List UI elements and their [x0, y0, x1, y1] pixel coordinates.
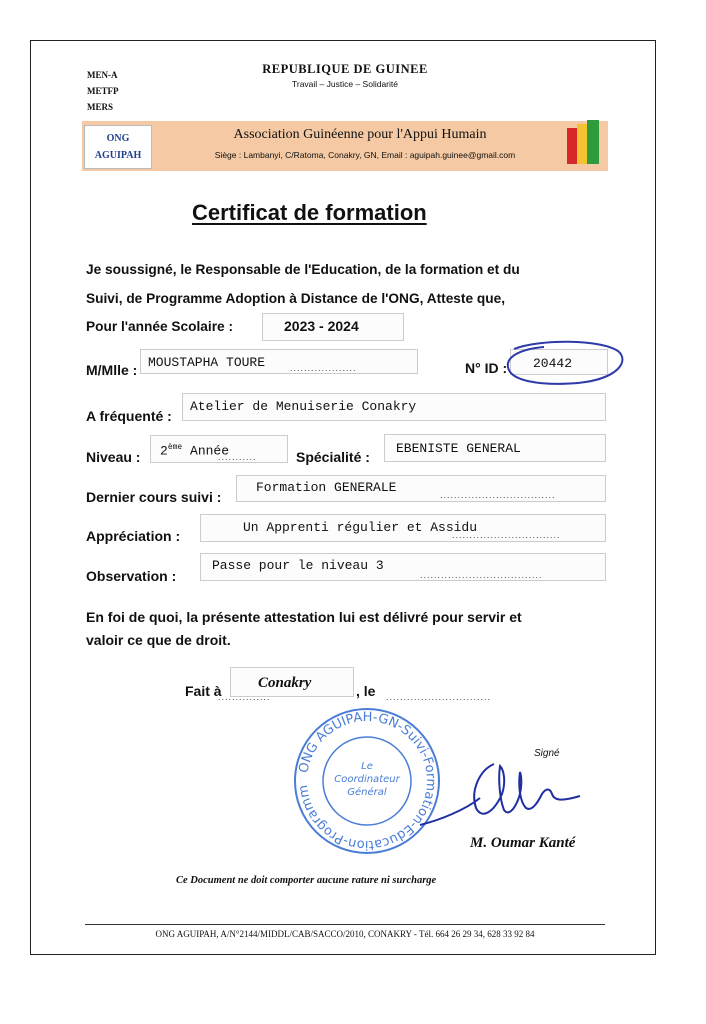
svg-text:ONG AGUIPAH-GN-Suivi-Formation: ONG AGUIPAH-GN-Suivi-Formation-Education-Programm — [295, 709, 439, 853]
signe-label: Signé — [534, 748, 560, 759]
ong-logo — [84, 125, 152, 169]
specialite-value: EBENISTE GENERAL — [396, 441, 521, 456]
intro-line: Je soussigné, le Responsable de l'Education, de la formation et du — [86, 262, 520, 277]
handdrawn-circle — [500, 337, 628, 389]
name-value: MOUSTAPHA TOURE — [148, 355, 266, 370]
observation-label: Observation : — [86, 568, 177, 584]
closing-paragraph — [86, 606, 626, 652]
stamp-line: Coordinateur — [334, 774, 400, 785]
dotted-line: ................................. — [440, 490, 556, 500]
republic-title: REPUBLIQUE DE GUINEE — [262, 62, 428, 76]
ministry-list — [87, 67, 119, 115]
niveau-suffix: ème — [167, 443, 183, 452]
appreciation-value: Un Apprenti régulier et Assidu — [243, 520, 478, 535]
stamp-line: Général — [347, 787, 387, 798]
frequente-value: Atelier de Menuiserie Conakry — [190, 399, 417, 414]
association-name: Association Guinéenne pour l'Appui Humain — [233, 127, 487, 142]
republic-motto: Travail – Justice – Solidarité — [292, 79, 398, 89]
le-label: , le — [356, 683, 376, 699]
dotted-line: ................... — [290, 363, 357, 373]
specialite-label: Spécialité : — [296, 449, 370, 465]
school-year-value: 2023 - 2024 — [284, 318, 359, 334]
logo-line: ONG — [106, 133, 130, 144]
dotted-line: ................................... — [420, 570, 543, 580]
dotted-line: ............... — [218, 692, 271, 702]
certificate-title: Certificat de formation — [192, 200, 427, 225]
handwritten-signature — [410, 750, 610, 830]
dotted-line: ............................... — [452, 530, 561, 540]
ministry-code: MERS — [87, 102, 114, 112]
niveau-label: Niveau : — [86, 449, 141, 465]
fait-label: Fait à — [185, 683, 222, 699]
notice-text: Ce Document ne doit comporter aucune rature ni surcharge — [176, 875, 437, 886]
name-label: M/Mlle : — [86, 362, 138, 378]
dotted-line: ........... — [218, 452, 257, 462]
ministry-code: METFP — [87, 86, 119, 96]
niveau-number: 2 — [160, 443, 168, 459]
closing-line: valoir ce que de droit. — [86, 632, 231, 648]
dotted-line: .............................. — [386, 692, 492, 702]
stamp-line: Le — [361, 761, 373, 772]
ministry-code: MEN-A — [87, 70, 118, 80]
logo-line: AGUIPAH — [94, 150, 142, 161]
association-address: Siège : Lambanyi, C/Ratoma, Conakry, GN, Email : aguipah.guinee@gmail.com — [214, 150, 516, 160]
footer-divider — [85, 924, 605, 925]
observation-value: Passe pour le niveau 3 — [212, 558, 384, 573]
dernier-cours-label: Dernier cours suivi : — [86, 489, 222, 505]
appreciation-label: Appréciation : — [86, 528, 181, 544]
niveau-text: Année — [190, 443, 230, 459]
intro-line: Suivi, de Programme Adoption à Distance de l'ONG, Atteste que, — [86, 290, 506, 306]
fait-value: Conakry — [258, 675, 312, 691]
guinea-flag-icon — [567, 120, 607, 166]
intro-line: Pour l'année Scolaire : — [86, 319, 234, 334]
closing-line: En foi de quoi, la présente attestation lui est délivré pour servir et — [86, 609, 522, 625]
dernier-cours-value: Formation GENERALE — [256, 480, 397, 495]
footer-text: ONG AGUIPAH, A/N°2144/MIDDL/CAB/SACCO/2010, CONAKRY - Tél. 664 26 29 34, 628 33 92 84 — [155, 929, 535, 939]
signatory-name: M. Oumar Kanté — [470, 835, 576, 851]
id-value: 20442 — [533, 356, 573, 371]
id-label: N° ID : — [465, 360, 508, 376]
frequente-label: A fréquenté : — [86, 408, 172, 424]
